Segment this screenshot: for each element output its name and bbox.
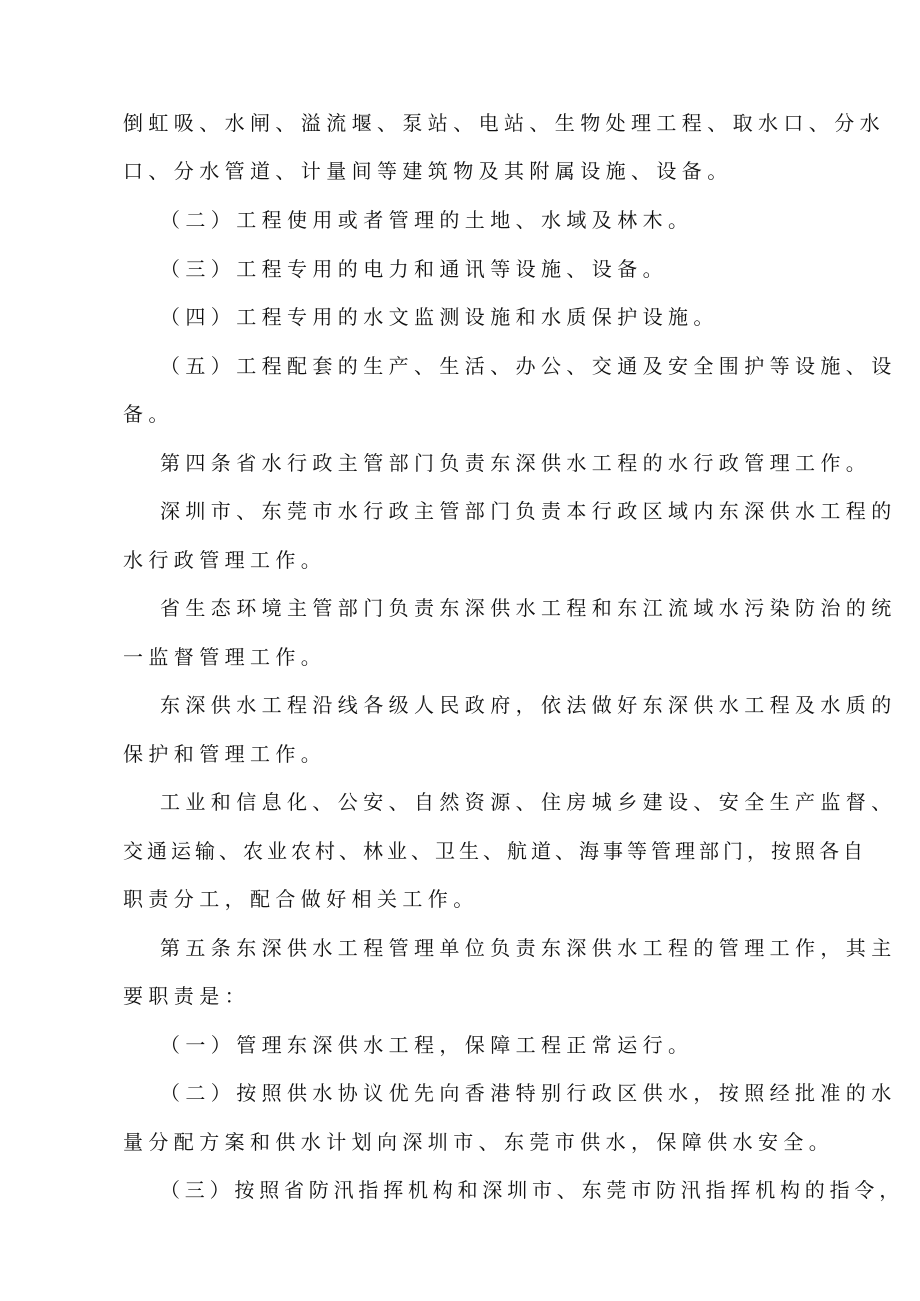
text-line-12: 一监督管理工作。 [123, 645, 327, 669]
text-line-21: （二）按照供水协议优先向香港特别行政区供水，按照经批准的水 [160, 1081, 897, 1105]
text-line-16: 交通运输、农业农村、林业、卫生、航道、海事等管理部门，按照各自 [123, 839, 867, 863]
text-line-13: 东深供水工程沿线各级人民政府，依法做好东深供水工程及水质的 [160, 693, 897, 717]
text-line-4: （三）工程专用的电力和通讯等设施、设备。 [160, 257, 668, 281]
text-line-7: 备。 [123, 402, 174, 426]
text-line-8: 第四条省水行政主管部门负责东深供水工程的水行政管理工作。 [160, 451, 872, 475]
text-line-11: 省生态环境主管部门负责东深供水工程和东江流域水污染防治的统 [160, 596, 897, 620]
text-line-22: 量分配方案和供水计划向深圳市、东莞市供水，保障供水安全。 [123, 1130, 835, 1154]
text-line-20: （一）管理东深供水工程，保障工程正常运行。 [160, 1033, 694, 1057]
text-line-19: 要职责是： [123, 984, 250, 1008]
text-line-2: 口、分水管道、计量间等建筑物及其附属设施、设备。 [123, 159, 733, 183]
text-line-5: （四）工程专用的水文监测设施和水质保护设施。 [160, 305, 719, 329]
text-line-6: （五）工程配套的生产、生活、办公、交通及安全围护等设施、设 [160, 354, 897, 378]
text-line-3: （二）工程使用或者管理的土地、水域及林木。 [160, 208, 694, 232]
text-line-15: 工业和信息化、公安、自然资源、住房城乡建设、安全生产监督、 [160, 790, 897, 814]
text-line-17: 职责分工，配合做好相关工作。 [123, 887, 479, 911]
text-line-1: 倒虹吸、水闸、溢流堰、泵站、电站、生物处理工程、取水口、分水 [123, 111, 885, 135]
text-line-10: 水行政管理工作。 [123, 548, 327, 572]
text-line-18: 第五条东深供水工程管理单位负责东深供水工程的管理工作，其主 [160, 936, 897, 960]
text-line-23: （三）按照省防汛指挥机构和深圳市、东莞市防汛指挥机构的指令， [160, 1178, 904, 1202]
text-line-14: 保护和管理工作。 [123, 742, 327, 766]
text-line-9: 深圳市、东莞市水行政主管部门负责本行政区域内东深供水工程的 [160, 499, 897, 523]
